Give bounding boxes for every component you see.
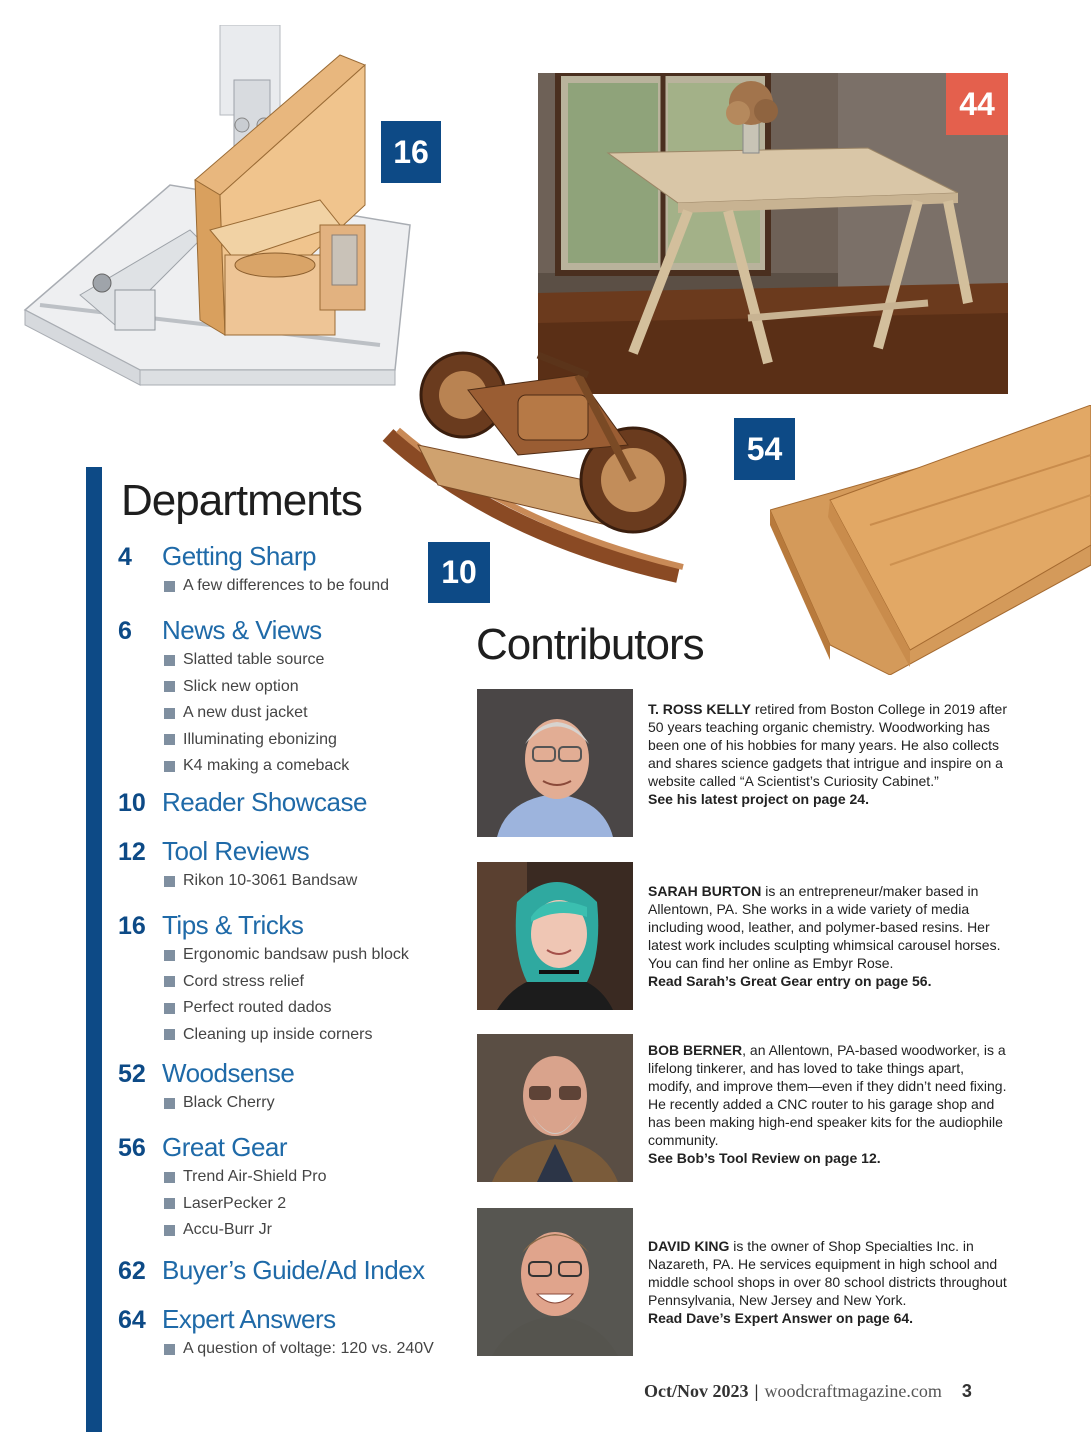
department-subitem[interactable] — [164, 869, 458, 894]
department-subitem[interactable] — [164, 1165, 458, 1190]
department-subitem-label: Cord stress relief — [183, 972, 304, 990]
page-badge-motorcycle[interactable]: 10 — [428, 542, 490, 603]
department-entry[interactable] — [118, 1304, 458, 1362]
department-heading-row — [118, 615, 458, 646]
department-subitem-label: A new dust jacket — [183, 704, 308, 722]
page-footer — [644, 1381, 972, 1402]
contributor-bio-burton — [648, 882, 1008, 990]
department-subitem-label: K4 making a comeback — [183, 757, 350, 775]
contributor-bio-text: , an Allentown, PA-based woodworker, is a lifelong tinkerer, and has loved to take things apart, modify, and improve them—even if they didn’t need fixing. He recently added a CNC router to his garage shop and has been making high-end speaker kits for the audiophile community. — [648, 1042, 1007, 1148]
square-bullet-icon — [164, 1225, 175, 1236]
department-subitem[interactable] — [164, 1337, 458, 1362]
contributor-page-link[interactable]: Read Sarah’s Great Gear entry on page 56. — [648, 973, 932, 989]
department-subitem[interactable] — [164, 943, 458, 968]
department-entry[interactable] — [118, 1058, 458, 1116]
department-page-number: 52 — [118, 1060, 146, 1088]
department-subitem-label: Ergonomic bandsaw push block — [183, 946, 409, 964]
page-number: 3 — [961, 1381, 972, 1401]
square-bullet-icon — [164, 761, 175, 772]
department-title[interactable]: Tips & Tricks — [162, 910, 304, 940]
department-subitem-label: Illuminating ebonizing — [183, 730, 337, 748]
square-bullet-icon — [164, 1098, 175, 1109]
contributor-bio-kelly — [648, 700, 1008, 808]
page-badge-table[interactable]: 44 — [946, 73, 1008, 135]
website-link[interactable]: woodcraftmagazine.com — [764, 1381, 942, 1401]
contributor-portrait-berner — [477, 1034, 633, 1182]
department-subitem[interactable] — [164, 1192, 458, 1217]
department-entry[interactable] — [118, 787, 458, 818]
department-subitem-label: Perfect routed dados — [183, 999, 332, 1017]
department-title[interactable]: Reader Showcase — [162, 787, 367, 817]
department-subitem[interactable] — [164, 754, 458, 779]
contributor-page-link[interactable]: See his latest project on page 24. — [648, 791, 869, 807]
department-subitem-label: Slatted table source — [183, 651, 325, 669]
department-page-number: 16 — [118, 912, 146, 940]
contributor-portrait-king — [477, 1208, 633, 1356]
department-heading-row — [118, 910, 458, 941]
department-heading-row — [118, 1304, 458, 1335]
department-page-number: 6 — [118, 617, 132, 645]
contributors-heading: Contributors — [476, 620, 704, 669]
department-title[interactable]: News & Views — [162, 615, 322, 645]
cherry-lumber-photo — [770, 405, 1091, 675]
contributor-portrait-burton — [477, 862, 633, 1010]
square-bullet-icon — [164, 1029, 175, 1040]
department-entry[interactable] — [118, 541, 458, 599]
department-page-number: 10 — [118, 789, 146, 817]
square-bullet-icon — [164, 1172, 175, 1183]
department-subitem[interactable] — [164, 1218, 458, 1243]
contributor-bio-king — [648, 1237, 1008, 1327]
square-bullet-icon — [164, 581, 175, 592]
departments-heading: Departments — [121, 476, 362, 525]
department-entry[interactable] — [118, 910, 458, 1047]
department-subitem[interactable] — [164, 970, 458, 995]
department-page-number: 64 — [118, 1306, 146, 1334]
side-accent-bar — [86, 467, 102, 1432]
department-subitem-label: Rikon 10-3061 Bandsaw — [183, 872, 358, 890]
department-subitem-label: LaserPecker 2 — [183, 1194, 287, 1212]
department-subitem[interactable] — [164, 574, 458, 599]
department-entry[interactable] — [118, 1255, 458, 1286]
department-page-number: 62 — [118, 1257, 146, 1285]
department-subitem-label: Slick new option — [183, 677, 299, 695]
department-entry[interactable] — [118, 836, 458, 894]
department-subitem[interactable] — [164, 996, 458, 1021]
department-subitem[interactable] — [164, 701, 458, 726]
square-bullet-icon — [164, 976, 175, 987]
page-badge-bandsaw[interactable]: 16 — [381, 121, 441, 183]
department-subitem[interactable] — [164, 648, 458, 673]
square-bullet-icon — [164, 1003, 175, 1014]
contributor-portrait-kelly — [477, 689, 633, 837]
square-bullet-icon — [164, 1198, 175, 1209]
square-bullet-icon — [164, 734, 175, 745]
department-subitem-label: Black Cherry — [183, 1094, 275, 1112]
department-subitem[interactable] — [164, 675, 458, 700]
department-subitem-label: Accu-Burr Jr — [183, 1221, 272, 1239]
department-subitem[interactable] — [164, 1023, 458, 1048]
contributor-page-link[interactable]: Read Dave’s Expert Answer on page 64. — [648, 1310, 914, 1326]
department-subitem-label: Cleaning up inside corners — [183, 1025, 373, 1043]
department-entry[interactable] — [118, 1132, 458, 1243]
department-title[interactable]: Great Gear — [162, 1132, 288, 1162]
department-title[interactable]: Buyer’s Guide/Ad Index — [162, 1255, 425, 1285]
department-heading-row — [118, 836, 458, 867]
contributor-bio-berner — [648, 1041, 1008, 1167]
square-bullet-icon — [164, 1344, 175, 1355]
department-title[interactable]: Getting Sharp — [162, 541, 316, 571]
department-title[interactable]: Woodsense — [162, 1058, 295, 1088]
department-page-number: 4 — [118, 543, 132, 571]
department-subitem[interactable] — [164, 728, 458, 753]
contributor-bio-text: is the owner of Shop Specialties Inc. in Nazareth, PA. He services equipment in high school and middle school shops in over 80 school districts throughout Pennsylvania, New Jersey and New York. — [648, 1238, 1007, 1308]
department-title[interactable]: Tool Reviews — [162, 836, 310, 866]
department-heading-row — [118, 1132, 458, 1163]
contributor-bio-text: retired from Boston College in 2019 after 50 years teaching organic chemistry. Woodworking has been one of his hobbies for many years. He also collects and shares science gadgets that intrigue and inspire on a website called “A Scientist’s Curiosity Cabinet.” — [648, 701, 1007, 789]
contributor-name: BOB BERNER — [648, 1042, 743, 1058]
department-entry[interactable] — [118, 615, 458, 779]
contributor-name: DAVID KING — [648, 1238, 730, 1254]
department-page-number: 56 — [118, 1134, 146, 1162]
department-heading-row — [118, 787, 458, 818]
contributor-bio-text: is an entrepreneur/maker based in Allentown, PA. She works in a wide variety of media including wood, leather, and polymer-based resins. Her latest work includes sculpting whimsical carousel horses. You can find her online as Embyr Rose. — [648, 883, 1001, 971]
department-subitem-label: A few differences to be found — [183, 577, 390, 595]
department-subitem-label: Trend Air-Shield Pro — [183, 1168, 327, 1186]
department-subitem-label: A question of voltage: 120 vs. 240V — [183, 1340, 434, 1358]
department-heading-row — [118, 1058, 458, 1089]
contributor-name: SARAH BURTON — [648, 883, 762, 899]
contributor-page-link[interactable]: See Bob’s Tool Review on page 12. — [648, 1150, 881, 1166]
issue-date: Oct/Nov 2023 — [644, 1381, 749, 1401]
department-page-number: 12 — [118, 838, 146, 866]
square-bullet-icon — [164, 655, 175, 666]
square-bullet-icon — [164, 681, 175, 692]
contributor-name: T. ROSS KELLY — [648, 701, 751, 717]
square-bullet-icon — [164, 876, 175, 887]
square-bullet-icon — [164, 950, 175, 961]
department-title[interactable]: Expert Answers — [162, 1304, 336, 1334]
footer-separator: | — [754, 1381, 759, 1401]
page-badge-lumber[interactable]: 54 — [734, 418, 795, 480]
square-bullet-icon — [164, 708, 175, 719]
department-heading-row — [118, 1255, 458, 1286]
department-subitem[interactable] — [164, 1091, 458, 1116]
department-heading-row — [118, 541, 458, 572]
